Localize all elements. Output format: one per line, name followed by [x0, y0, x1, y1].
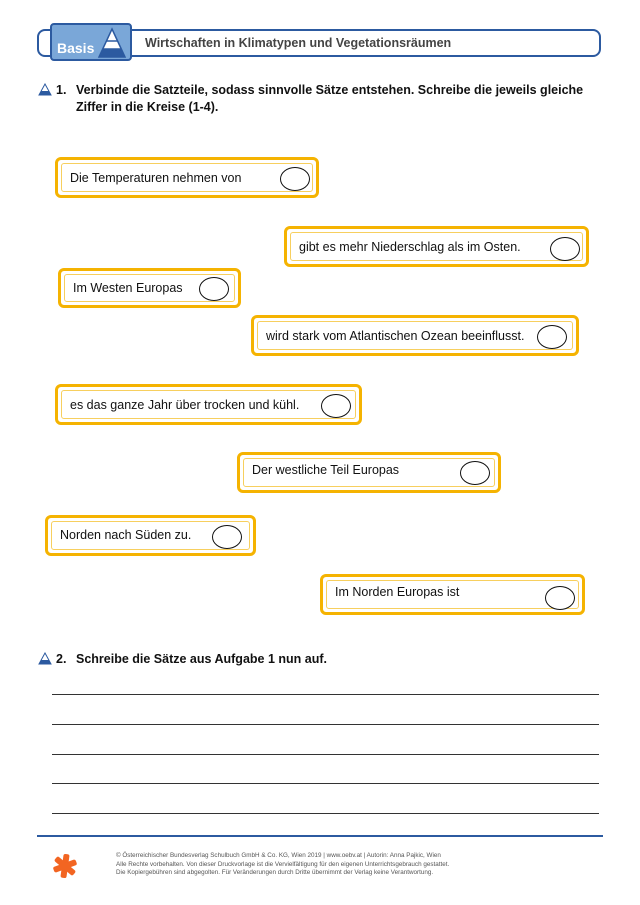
- answer-circle[interactable]: [280, 167, 310, 191]
- sentence-box: [284, 226, 589, 267]
- sentence-box: [251, 315, 579, 356]
- writing-line[interactable]: [52, 694, 599, 695]
- footer-rule: [37, 835, 603, 837]
- sentence-box: [320, 574, 585, 615]
- sentence-part: wird stark vom Atlantischen Ozean beeinflusst.: [266, 329, 525, 343]
- sentence-box: [45, 515, 256, 556]
- answer-circle[interactable]: [545, 586, 575, 610]
- writing-line[interactable]: [52, 724, 599, 725]
- writing-line[interactable]: [52, 813, 599, 814]
- writing-line[interactable]: [52, 783, 599, 784]
- sentence-box: [55, 157, 319, 198]
- answer-circle[interactable]: [537, 325, 567, 349]
- answer-circle[interactable]: [321, 394, 351, 418]
- sentence-part: Die Temperaturen nehmen von: [70, 171, 242, 185]
- answer-circle[interactable]: [199, 277, 229, 301]
- task1-instruction-line1: Verbinde die Satzteile, sodass sinnvolle Sätze entstehen. Schreibe die jeweils gleiche: [76, 83, 584, 97]
- sentence-part: Norden nach Süden zu.: [60, 528, 192, 542]
- sentence-box: [58, 268, 241, 308]
- sentence-part: Der westliche Teil Europas: [252, 463, 400, 477]
- sentence-part: es das ganze Jahr über trocken und kühl.: [70, 398, 300, 412]
- footer-line: Alle Rechte vorbehalten. Von dieser Druckvorlage ist die Vervielfältigung für den eigenen Unterrichtsgebrauch gestattet.: [116, 860, 450, 868]
- badge-label: Basis: [57, 40, 95, 56]
- publisher-logo-icon: [52, 852, 78, 880]
- level-badge: [50, 23, 132, 61]
- task-level-icon: [38, 652, 52, 665]
- triangle-level-icon: [97, 27, 127, 59]
- task1-instruction-line2: Ziffer in die Kreise (1-4).: [76, 100, 219, 114]
- sentence-part: Im Westen Europas: [73, 281, 183, 295]
- answer-circle[interactable]: [550, 237, 580, 261]
- footer-line: © Österreichischer Bundesverlag Schulbuch GmbH & Co. KG, Wien 2019 | www.oebv.at | Autorin: Anna Pajkic, Wien: [116, 852, 441, 859]
- sentence-box: [237, 452, 501, 493]
- sentence-part: Im Norden Europas ist: [335, 585, 460, 599]
- task1-number: 1.: [56, 83, 67, 97]
- sentence-box: [55, 384, 362, 425]
- task-level-icon: [38, 83, 52, 96]
- answer-circle[interactable]: [212, 525, 242, 549]
- footer-copyright: [116, 852, 449, 878]
- answer-circle[interactable]: [460, 461, 490, 485]
- writing-line[interactable]: [52, 754, 599, 755]
- footer-line: Die Kopiergebühren sind abgegolten. Für Veränderungen durch Dritte übernimmt der Verlag keine Verantwortung.: [116, 869, 434, 876]
- task2-number: 2.: [56, 652, 67, 666]
- page-title: Wirtschaften in Klimatypen und Vegetationsräumen: [145, 36, 452, 50]
- sentence-part: gibt es mehr Niederschlag als im Osten.: [299, 240, 521, 254]
- task2-instruction: Schreibe die Sätze aus Aufgabe 1 nun auf.: [76, 652, 327, 666]
